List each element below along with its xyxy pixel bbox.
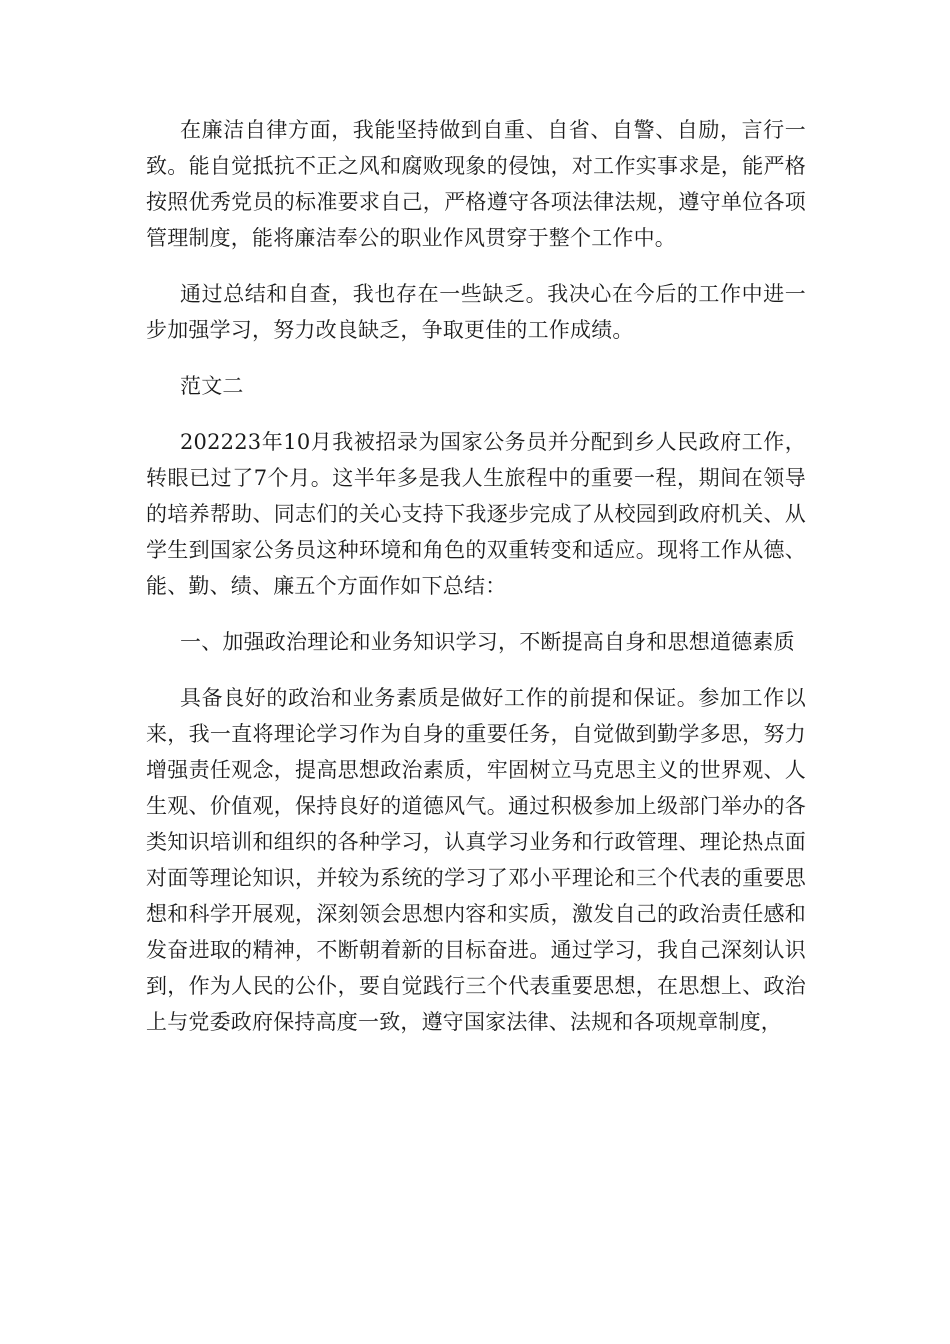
subheading-political-study: 一、加强政治理论和业务知识学习，不断提高自身和思想道德素质 (180, 630, 795, 654)
paragraph-integrity: 在廉洁自律方面，我能坚持做到自重、自省、自警、自励，言行一致。能自觉抵抗不正之风和腐败现象的侵蚀，对工作实事求是，能严格按照优秀党员的标准要求自己，严格遵守各项法律法规，遵守单位各项管理制度，能将廉洁奉公的职业作风贯穿于整个工作中。 (146, 118, 806, 250)
section-heading-sample-two: 范文二 (180, 374, 244, 398)
document-body (146, 112, 806, 1060)
paragraph-introduction: 202223年10月我被招录为国家公务员并分配到乡人民政府工作，转眼已过了7个月。这半年多是我人生旅程中的重要一程，期间在领导的培养帮助、同志们的关心支持下我逐步完成了从校园到政府机关、从学生到国家公务员这种环境和角色的双重转变和适应。现将工作从德、能、勤、绩、廉五个方面作如下总结： (146, 430, 806, 598)
paragraph-political-study: 具备良好的政治和业务素质是做好工作的前提和保证。参加工作以来，我一直将理论学习作为自身的重要任务，自觉做到勤学多思，努力增强责任观念，提高思想政治素质，牢固树立马克思主义的世界观、人生观、价值观，保持良好的道德风气。通过积极参加上级部门举办的各类知识培训和组织的各种学习，认真学习业务和行政管理、理论热点面对面等理论知识，并较为系统的学习了邓小平理论和三个代表的重要思想和科学开展观，深刻领会思想内容和实质，激发自己的政治责任感和发奋进取的精神，不断朝着新的目标奋进。通过学习，我自己深刻认识到，作为人民的公仆，要自觉践行三个代表重要思想，在思想上、政治上与党委政府保持高度一致，遵守国家法律、法规和各项规章制度， (146, 686, 806, 1034)
paragraph-self-review: 通过总结和自查，我也存在一些缺乏。我决心在今后的工作中进一步加强学习，努力改良缺乏，争取更佳的工作成绩。 (146, 282, 806, 342)
